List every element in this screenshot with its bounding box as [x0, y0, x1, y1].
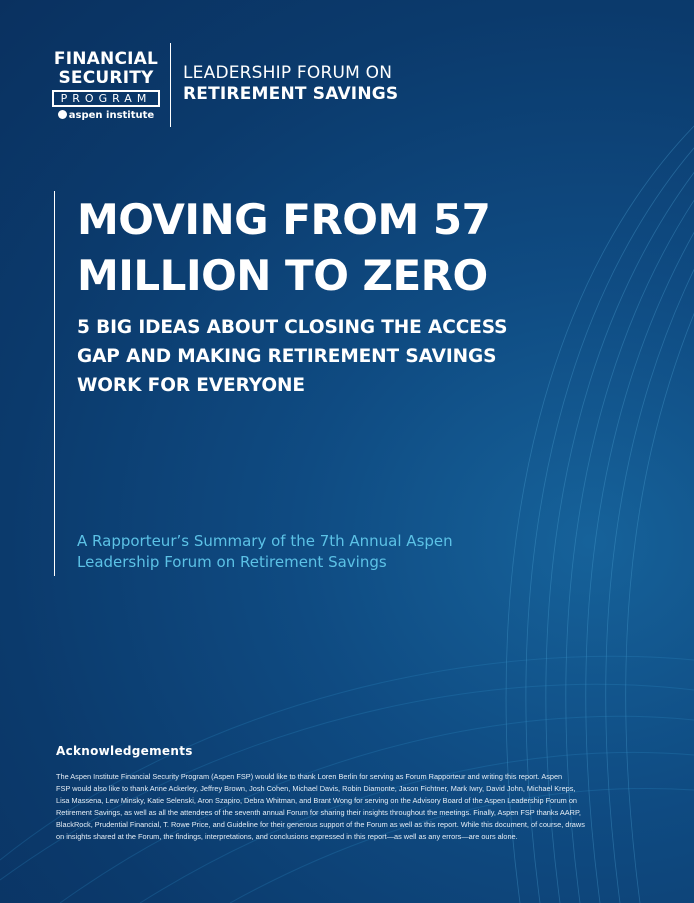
acknowledgements-line: FSP would also like to thank Anne Ackerley, Jeffrey Brown, Josh Cohen, Michael Davis, Robin Diamonte, Jason Fichtner, Mark Iwry, David John, Michael Kreps, — [56, 784, 576, 794]
report-subtitle-line2: GAP AND MAKING RETIREMENT SAVINGS — [77, 346, 497, 367]
aspen-institute-wordmark — [52, 110, 160, 122]
logo-divider — [170, 43, 171, 127]
rapporteur-summary-line1: A Rapporteur’s Summary of the 7th Annual Aspen — [77, 532, 453, 550]
acknowledgements-line: Lisa Massena, Lew Minsky, Katie Selenski, Aron Szapiro, Debra Whitman, and Brant Wong for serving on the Advisory Board of the Aspen Leadership Forum on — [56, 796, 577, 806]
rapporteur-summary — [77, 531, 537, 573]
acknowledgements-heading: Acknowledgements — [56, 744, 193, 758]
aspen-institute-text: aspen institute — [68, 110, 155, 121]
report-title — [77, 192, 617, 304]
report-subtitle — [77, 313, 597, 400]
report-title-line2: MILLION TO ZERO — [77, 251, 488, 300]
rapporteur-summary-line2: Leadership Forum on Retirement Savings — [77, 553, 387, 571]
acknowledgements-body — [56, 771, 656, 844]
logo-line-security: SECURITY — [58, 68, 154, 88]
acknowledgements-line: The Aspen Institute Financial Security Program (Aspen FSP) would like to thank Loren Berlin for serving as Forum Rapporteur and writing this report. Aspen — [56, 772, 563, 781]
fsp-logo — [52, 50, 160, 122]
logo-line-financial: FINANCIAL — [53, 49, 159, 69]
acknowledgements-line: BlackRock, Prudential Financial, T. Rowe Price, and Guideline for their generous support of the Forum as well as this report. While this document, of course, draws — [56, 820, 585, 830]
logo-program-box: PROGRAM — [52, 90, 160, 107]
title-vertical-rule — [54, 191, 55, 576]
forum-name-line1: LEADERSHIP FORUM ON — [183, 63, 393, 83]
aspen-leaf-icon — [58, 110, 67, 119]
report-title-line1: MOVING FROM 57 — [77, 195, 491, 244]
forum-name — [183, 63, 398, 105]
report-subtitle-line1: 5 BIG IDEAS ABOUT CLOSING THE ACCESS — [77, 317, 508, 338]
acknowledgements-line: on insights shared at the Forum, the findings, interpretations, and conclusions expressed in this report—as well as any errors—are ours alone. — [56, 832, 518, 842]
acknowledgements-line: Retirement Savings, as well as all the attendees of the seventh annual Forum for sharing their insights throughout the meetings. Finally, Aspen FSP thanks AARP, — [56, 808, 581, 818]
report-subtitle-line3: WORK FOR EVERYONE — [77, 375, 305, 396]
forum-name-line2: RETIREMENT SAVINGS — [183, 84, 399, 104]
